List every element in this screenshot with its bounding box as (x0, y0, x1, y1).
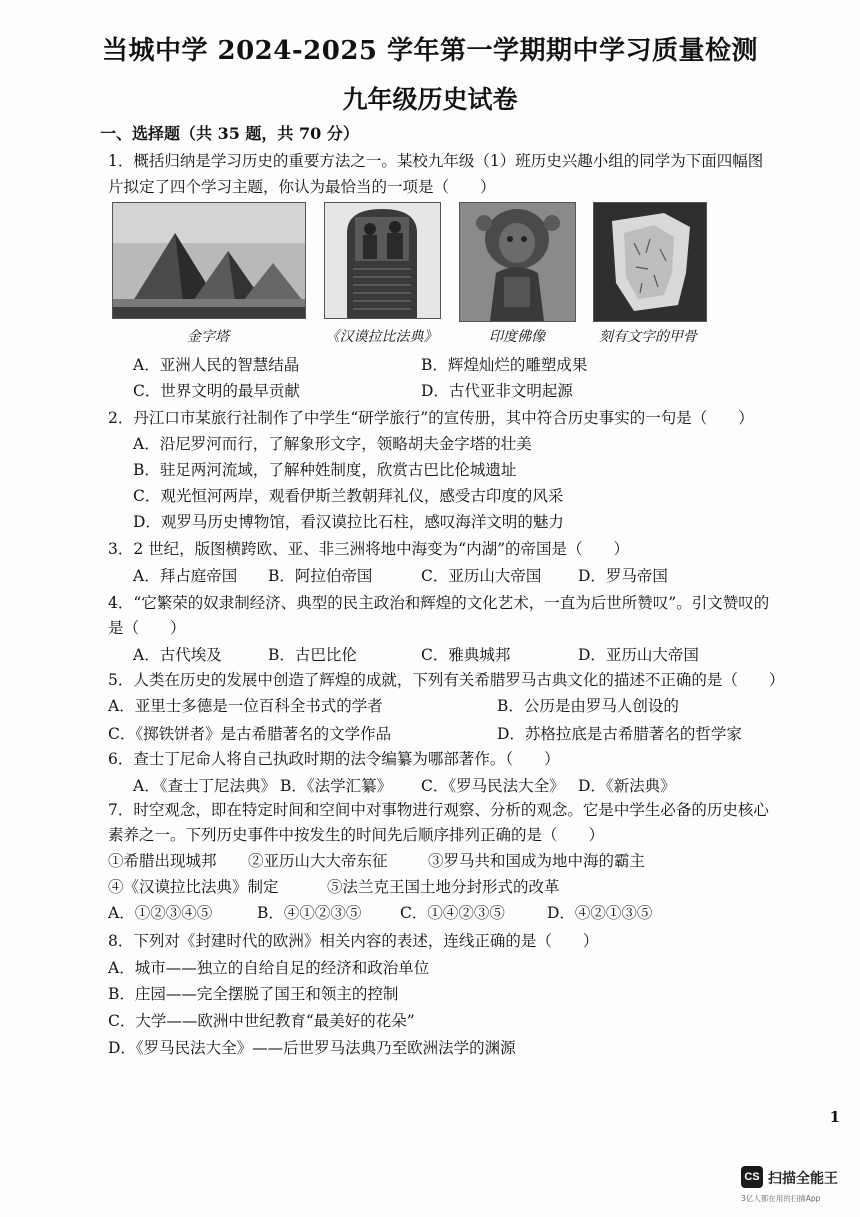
caption-pyramid: 金字塔 (187, 329, 229, 345)
q1-option-c[interactable]: C．世界文明的最早贡献 (133, 382, 300, 400)
q4-stem-line1: 4．“它繁荣的奴隶制经济、典型的民主政治和辉煌的文化艺术，一直为后世所赞叹”。引文赞叹的 (108, 594, 770, 612)
q2-option-a[interactable]: A．沿尼罗河而行，了解象形文字，领略胡夫金字塔的壮美 (133, 435, 532, 453)
q2-option-c[interactable]: C．观光恒河两岸，观看伊斯兰教朝拜礼仪，感受古印度的风采 (133, 487, 564, 505)
q7-option-d[interactable]: D．④②①③⑤ (547, 904, 653, 922)
page-number: 1 (829, 1108, 840, 1126)
q2-option-b[interactable]: B．驻足两河流域，了解种姓制度，欣赏古巴比伦城遗址 (133, 461, 517, 479)
q8-option-a[interactable]: A．城市——独立的自给自足的经济和政治单位 (108, 959, 430, 977)
q3-option-b[interactable]: B．阿拉伯帝国 (268, 567, 373, 585)
q3-option-c[interactable]: C．亚历山大帝国 (421, 567, 542, 585)
q2-stem: 2．丹江口市某旅行社制作了中学生“研学旅行”的宣传册，其中符合历史事实的一句是（ ） (108, 409, 754, 427)
q7-event-2: ②亚历山大大帝东征 (248, 852, 388, 870)
pyramid-photo-icon (112, 202, 306, 319)
q2-option-d[interactable]: D．观罗马历史博物馆，看汉谟拉比石柱，感叹海洋文明的魅力 (133, 513, 564, 531)
q5-option-d[interactable]: D．苏格拉底是古希腊著名的哲学家 (497, 725, 742, 743)
q4-option-b[interactable]: B．古巴比伦 (268, 646, 357, 664)
q5-option-a[interactable]: A．亚里士多德是一位百科全书式的学者 (108, 697, 383, 715)
exam-subtitle: 九年级历史试卷 (342, 85, 518, 114)
q1-stem-line1: 1．概括归纳是学习历史的重要方法之一。某校九年级（1）班历史兴趣小组的同学为下面四幅图 (108, 152, 764, 170)
q7-option-c[interactable]: C．①④②③⑤ (400, 904, 505, 922)
scanner-watermark (741, 1166, 851, 1206)
caption-buddha: 印度佛像 (489, 329, 545, 345)
q3-stem: 3．2 世纪，版图横跨欧、亚、非三洲将地中海变为“内湖”的帝国是（ ） (108, 540, 630, 558)
q7-event-5: ⑤法兰克王国土地分封形式的改革 (327, 878, 560, 896)
q1-option-a[interactable]: A．亚洲人民的智慧结晶 (133, 356, 300, 374)
q7-event-1: ①希腊出现城邦 (108, 852, 217, 870)
q1-stem-line2: 片拟定了四个学习主题，你认为最恰当的一项是（ ） (108, 178, 496, 196)
q6-option-d[interactable]: D．《新法典》 (578, 777, 676, 795)
q7-option-b[interactable]: B．④①②③⑤ (257, 904, 362, 922)
q7-stem-line1: 7．时空观念，即在特定时间和空间中对事物进行观察、分析的观念。它是中学生必备的历史核心 (108, 801, 769, 819)
section-heading: 一、选择题（共 35 题，共 70 分） (100, 124, 359, 143)
q1-option-d[interactable]: D．古代亚非文明起源 (421, 382, 573, 400)
buddha-statue-photo-icon (459, 202, 576, 322)
q8-option-c[interactable]: C．大学——欧洲中世纪教育“最美好的花朵” (108, 1012, 415, 1030)
q7-event-4: ④《汉谟拉比法典》制定 (108, 878, 279, 896)
scanner-name: 扫描全能王 (768, 1171, 838, 1187)
q4-option-a[interactable]: A．古代埃及 (133, 646, 222, 664)
caption-oracle-bone: 刻有文字的甲骨 (599, 329, 697, 345)
scanner-tagline: 3亿人都在用的扫描App (741, 1194, 821, 1203)
stele-photo-icon (324, 202, 441, 319)
exam-title: 当城中学 2024-2025 学年第一学期期中学习质量检测 (101, 36, 759, 66)
caption-stele: 《汉谟拉比法典》 (325, 329, 438, 345)
q1-image-row (108, 202, 708, 352)
q1-option-b[interactable]: B．辉煌灿烂的雕塑成果 (421, 356, 588, 374)
q7-event-3: ③罗马共和国成为地中海的霸主 (428, 852, 646, 870)
q7-stem-line2: 素养之一。下列历史事件中按发生的时间先后顺序排列正确的是（ ） (108, 826, 605, 844)
q7-option-a[interactable]: A．①②③④⑤ (108, 904, 213, 922)
q5-option-c[interactable]: C．《掷铁饼者》是古希腊著名的文学作品 (108, 725, 392, 743)
q5-stem: 5．人类在历史的发展中创造了辉煌的成就，下列有关希腊罗马古典文化的描述不正确的是（ ） (108, 671, 785, 689)
q6-stem: 6．查士丁尼命人将自己执政时期的法令编纂为哪部著作。（ ） (108, 750, 560, 768)
q8-stem: 8．下列对《封建时代的欧洲》相关内容的表述，连线正确的是（ ） (108, 932, 599, 950)
q6-option-a[interactable]: A．《查士丁尼法典》 (133, 777, 276, 795)
q8-option-b[interactable]: B．庄园——完全摆脱了国王和领主的控制 (108, 985, 399, 1003)
q6-option-b[interactable]: B．《法学汇纂》 (280, 777, 393, 795)
q4-option-c[interactable]: C．雅典城邦 (421, 646, 511, 664)
camscanner-logo-icon: CS (741, 1166, 763, 1188)
oracle-bone-photo-icon (593, 202, 707, 322)
q3-option-a[interactable]: A．拜占庭帝国 (133, 567, 238, 585)
q4-option-d[interactable]: D．亚历山大帝国 (578, 646, 699, 664)
q4-stem-line2: 是（ ） (108, 619, 186, 637)
q3-option-d[interactable]: D．罗马帝国 (578, 567, 668, 585)
q6-option-c[interactable]: C．《罗马民法大全》 (421, 777, 565, 795)
q8-option-d[interactable]: D．《罗马民法大全》——后世罗马法典乃至欧洲法学的渊源 (108, 1039, 516, 1057)
q5-option-b[interactable]: B．公历是由罗马人创设的 (497, 697, 679, 715)
